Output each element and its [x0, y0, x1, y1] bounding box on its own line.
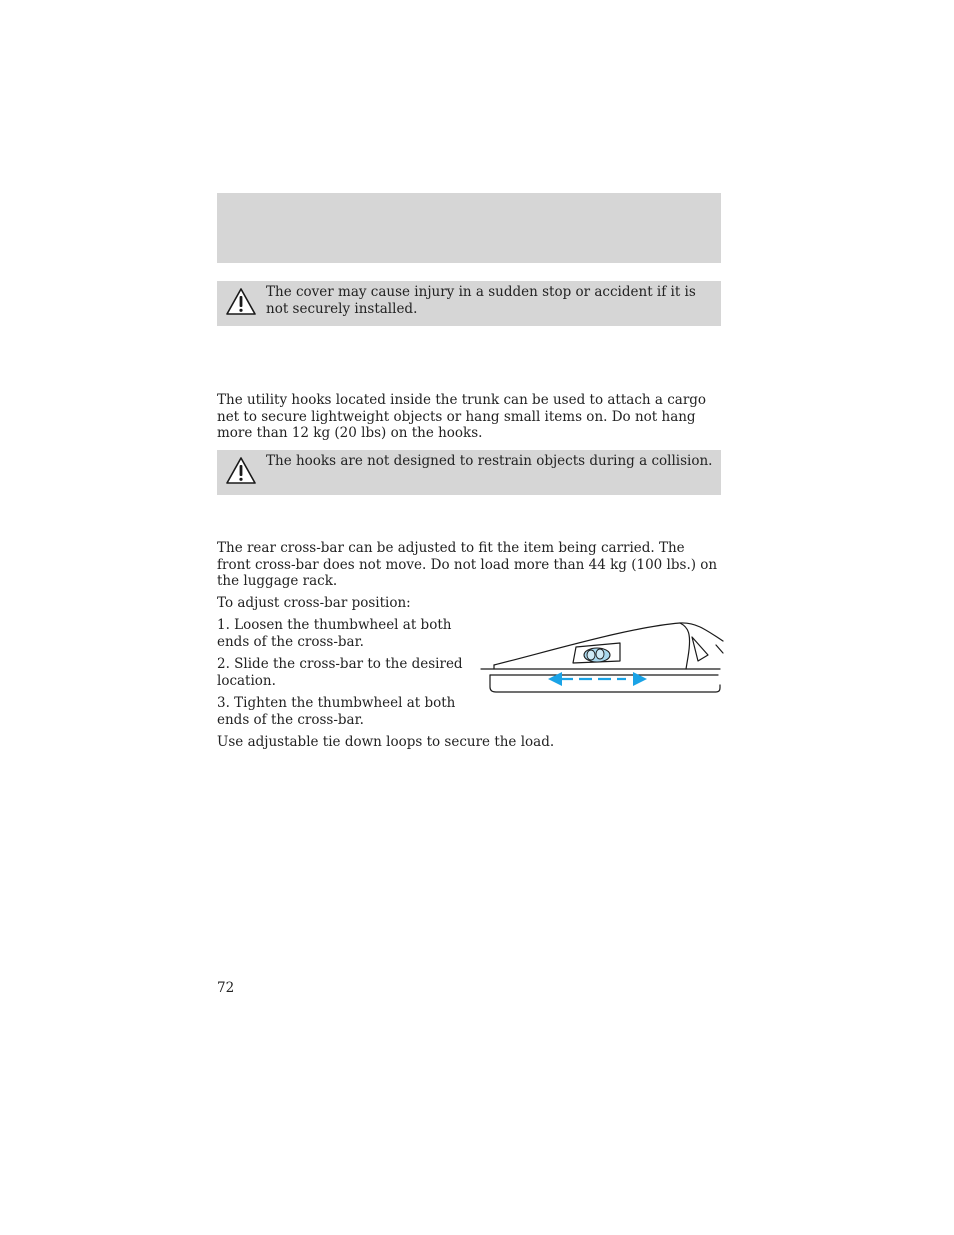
- hooks-paragraph: The utility hooks located inside the trunk can be used to attach a cargo net to secure lightweight objects or hang small items on. Do not hang more than 12 kg (20 lbs) on the hooks.: [217, 392, 707, 441]
- page-number: 72: [217, 980, 235, 996]
- step-item: 2. Slide the cross-bar to the desired location.: [217, 656, 463, 689]
- tie-down-note: Use adjustable tie down loops to secure the load.: [217, 734, 555, 750]
- step-item: 3. Tighten the thumbwheel at both ends of the cross-bar.: [217, 695, 456, 728]
- warning-text: The hooks are not designed to restrain objects during a collision.: [266, 453, 713, 469]
- step-item: 1. Loosen the thumbwheel at both ends of the cross-bar.: [217, 617, 452, 650]
- warning-text: The cover may cause injury in a sudden stop or accident if it is not securely installed.: [266, 284, 696, 317]
- adjust-intro: To adjust cross-bar position:: [217, 595, 411, 611]
- header-band: [217, 193, 721, 263]
- thumbwheel-icon: [573, 643, 620, 663]
- warning-triangle-icon: [225, 287, 257, 317]
- warning-triangle-icon: [225, 456, 257, 486]
- luggage-rack-crossbar-illustration: [480, 617, 725, 697]
- double-arrow-icon: [548, 672, 647, 686]
- warning-box-hooks: [217, 450, 721, 495]
- warning-box-cover: [217, 281, 721, 326]
- crossbar-paragraph: The rear cross-bar can be adjusted to fit the item being carried. The front cross-bar does not move. Do not load more than 44 kg (100 lbs.) on the luggage rack.: [217, 540, 718, 589]
